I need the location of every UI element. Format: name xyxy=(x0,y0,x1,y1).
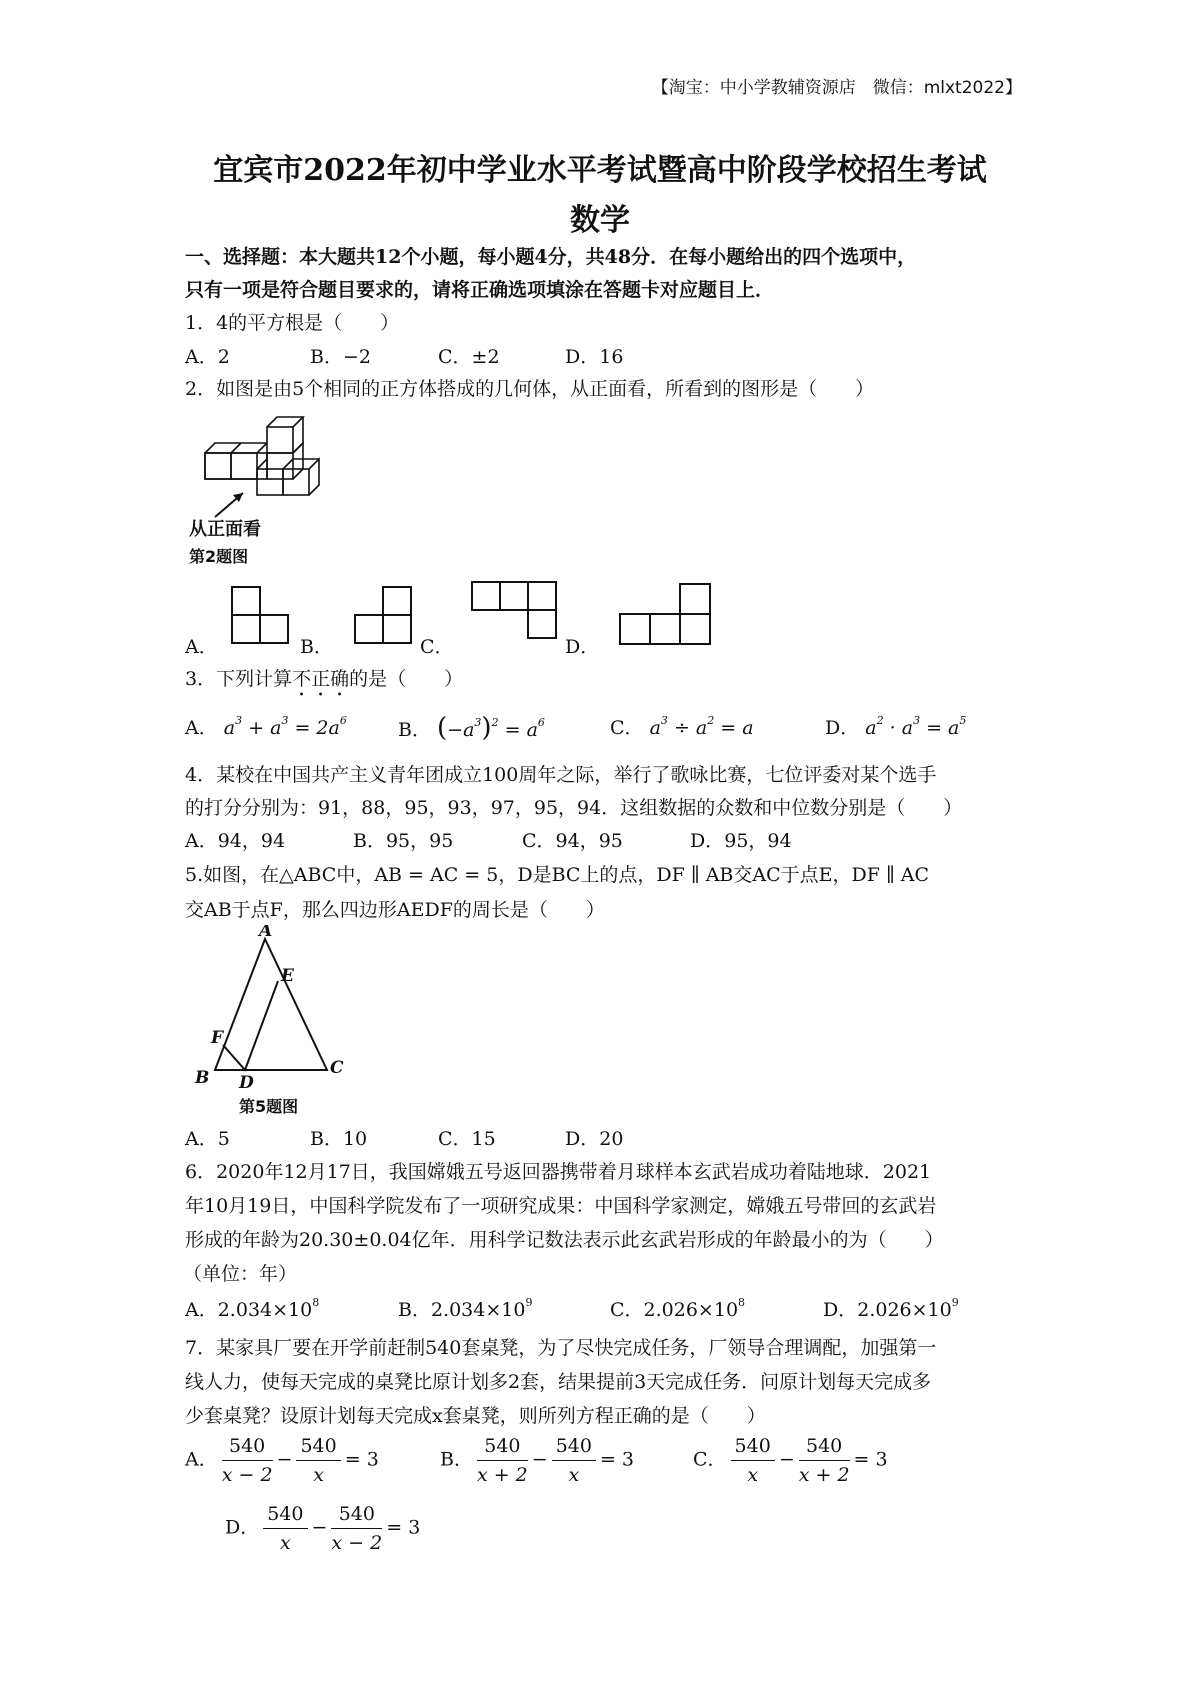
q6-option-a-text: A．2.034×10 xyxy=(185,1299,313,1321)
q3-option-d-expr: $a^2 \cdot a^3 = a^5$ xyxy=(865,714,967,739)
q7-d-frac2-den: x − 2 xyxy=(331,1532,383,1554)
q2-option-a: A． xyxy=(185,636,218,658)
q3-option-b-label: B． xyxy=(398,719,431,741)
q3-stem-post: 的是（ ） xyxy=(349,668,464,690)
subject-title: 数学 xyxy=(570,203,630,238)
q1-stem: 1．4的平方根是（ ） xyxy=(185,312,400,334)
q5-line2: 交AB于点F，那么四边形AEDF的周长是（ ） xyxy=(185,899,605,921)
q5-point-e: E xyxy=(281,966,294,986)
q6-option-c-exp: 8 xyxy=(738,1296,746,1309)
q7-a-frac1 xyxy=(222,1432,273,1489)
section1-line2: 只有一项是符合题目要求的，请将正确选项填涂在答题卡对应题目上． xyxy=(185,279,775,301)
q2-option-c-figure xyxy=(470,580,570,650)
q7-c-eq: = 3 xyxy=(853,1448,888,1471)
q6-option-c xyxy=(610,1295,745,1322)
q4-option-c: C．94，95 xyxy=(522,830,623,852)
q1-option-d: D．16 xyxy=(565,346,624,368)
q7-d-frac1 xyxy=(263,1500,307,1557)
q6-option-a xyxy=(185,1295,319,1322)
q6-option-b xyxy=(398,1295,532,1322)
q7-line2: 线人力，使每天完成的桌凳比原计划多2套，结果提前3天完成任务．问原计划每天完成多 xyxy=(185,1371,932,1393)
q7-a-minus: − xyxy=(276,1448,293,1471)
q7-b-eq: = 3 xyxy=(599,1448,635,1471)
q1-option-a: A．2 xyxy=(185,346,230,368)
q5-option-b: B．10 xyxy=(310,1128,368,1150)
q4-option-a: A．94，94 xyxy=(185,830,286,852)
q3-stem-emphasis: 不正确 xyxy=(292,668,350,690)
q6-option-d-exp: 9 xyxy=(951,1296,959,1309)
q2-option-d: D． xyxy=(565,636,600,658)
q7-c-frac1-den: x xyxy=(747,1464,759,1486)
q7-option-a-label: A． xyxy=(185,1448,218,1471)
q1-option-b: B．−2 xyxy=(310,346,371,368)
q2-option-c: C． xyxy=(420,636,454,658)
q3-option-c-label: C． xyxy=(610,717,644,739)
q7-c-minus: − xyxy=(778,1448,795,1471)
q7-a-eq: = 3 xyxy=(344,1448,379,1471)
q2-figure xyxy=(185,405,335,575)
q7-a-frac1-den: x − 2 xyxy=(221,1464,273,1486)
q7-a-frac2 xyxy=(296,1432,340,1489)
q5-point-b: B xyxy=(195,1068,210,1088)
q3-option-c xyxy=(610,713,754,740)
q7-d-frac2-num: 540 xyxy=(331,1500,382,1529)
section1-line1: 一、选择题：本大题共12个小题，每小题4分，共48分．在每小题给出的四个选项中， xyxy=(185,246,917,268)
q3-option-c-expr: $a^3 \div a^2 = a$ xyxy=(649,714,754,739)
q6-line1: 6．2020年12月17日，我国嫦娥五号返回器携带着月球样本玄武岩成功着陆地球．2021 xyxy=(185,1161,932,1183)
q7-c-frac1 xyxy=(731,1432,775,1489)
q7-option-a xyxy=(185,1432,379,1489)
q7-a-frac1-num: 540 xyxy=(222,1432,273,1461)
q2-fig-label-front: 从正面看 xyxy=(189,519,261,540)
q2-stem: 2．如图是由5个相同的正方体搭成的几何体，从正面看，所看到的图形是（ ） xyxy=(185,378,875,400)
q7-d-frac2 xyxy=(331,1500,382,1557)
q7-line3: 少套桌凳？设原计划每天完成x套桌凳，则所列方程正确的是（ ） xyxy=(185,1405,766,1427)
q6-option-d-text: D．2.026×10 xyxy=(823,1299,952,1321)
q7-b-frac2-den: x xyxy=(568,1464,580,1486)
q6-line4: （单位：年） xyxy=(183,1263,298,1285)
q5-figure xyxy=(185,925,355,1120)
q7-c-frac1-num: 540 xyxy=(731,1432,775,1461)
q5-line1: 5.如图，在△ABC中，AB = AC = 5，D是BC上的点，DF ∥ AB交AC于点E，DF ∥ AC xyxy=(185,864,930,886)
q5-point-f: F xyxy=(211,1028,224,1048)
q6-option-c-text: C．2.026×10 xyxy=(610,1299,739,1321)
q3-option-a-label: A． xyxy=(185,717,218,739)
q4-line1: 4．某校在中国共产主义青年团成立100周年之际，举行了歌咏比赛，七位评委对某个选手 xyxy=(185,764,937,786)
q3-option-b xyxy=(398,713,545,743)
q6-option-a-exp: 8 xyxy=(312,1296,320,1309)
exam-title: 宜宾市2022年初中学业水平考试暨高中阶段学校招生考试 xyxy=(213,153,987,188)
q7-b-frac1 xyxy=(477,1432,528,1489)
q5-option-c: C．15 xyxy=(438,1128,496,1150)
q3-option-a-expr: $a^3 + a^3 = 2a^6$ xyxy=(223,714,347,739)
q5-point-c: C xyxy=(330,1058,344,1078)
q5-point-a: A xyxy=(259,925,273,941)
q3-option-b-expr: $(-a^3)^2 = a^6$ xyxy=(437,713,545,743)
q2-option-b: B． xyxy=(300,636,333,658)
q6-line3: 形成的年龄为20.30±0.04亿年．用科学记数法表示此玄武岩形成的年龄最小的为（ ） xyxy=(185,1229,944,1251)
q7-b-frac1-den: x + 2 xyxy=(476,1464,528,1486)
q3-stem xyxy=(185,664,463,701)
q7-b-frac2-num: 540 xyxy=(552,1432,596,1461)
q7-a-frac2-num: 540 xyxy=(296,1432,340,1461)
q2-option-d-figure xyxy=(618,582,718,652)
q7-a-frac2-den: x xyxy=(313,1464,324,1486)
q6-option-b-text: B．2.034×10 xyxy=(398,1299,526,1321)
q7-c-frac2-num: 540 xyxy=(799,1432,850,1461)
q7-d-minus: − xyxy=(311,1516,328,1539)
q5-option-d: D．20 xyxy=(565,1128,624,1150)
q7-b-frac2 xyxy=(552,1432,596,1489)
q7-d-frac1-den: x xyxy=(280,1532,291,1554)
q2-option-b-figure xyxy=(353,585,423,645)
q7-c-frac2 xyxy=(799,1432,850,1489)
q7-option-c xyxy=(693,1432,888,1489)
q7-d-eq: = 3 xyxy=(386,1516,421,1539)
q3-stem-pre: 3．下列计算 xyxy=(185,668,293,690)
q5-option-a: A．5 xyxy=(185,1128,230,1150)
q7-line1: 7．某家具厂要在开学前赶制540套桌凳，为了尽快完成任务，厂领导合理调配，加强第一 xyxy=(185,1337,937,1359)
q4-option-b: B．95，95 xyxy=(353,830,454,852)
q1-option-c: C．±2 xyxy=(438,346,500,368)
q5-point-d: D xyxy=(239,1073,254,1093)
q7-option-c-label: C． xyxy=(693,1448,727,1471)
q7-option-d-label: D． xyxy=(225,1516,260,1539)
q7-option-d xyxy=(225,1500,420,1557)
q6-line2: 年10月19日，中国科学院发布了一项研究成果：中国科学家测定，嫦娥五号带回的玄武岩 xyxy=(185,1195,937,1217)
q3-option-d xyxy=(825,713,966,740)
q4-option-d: D．95，94 xyxy=(690,830,792,852)
q3-option-d-label: D． xyxy=(825,717,860,739)
q4-line2: 的打分分别为：91，88，95，93，97，95，94．这组数据的众数和中位数分别是（ ） xyxy=(185,797,963,819)
q7-option-b xyxy=(440,1432,634,1489)
q2-fig-label-title: 第2题图 xyxy=(189,547,249,566)
q7-d-frac1-num: 540 xyxy=(263,1500,307,1529)
q6-option-b-exp: 9 xyxy=(525,1296,533,1309)
watermark-header: 【淘宝：中小学教辅资源店 微信：mlxt2022】 xyxy=(651,78,1022,98)
q7-c-frac2-den: x + 2 xyxy=(798,1464,850,1486)
q6-option-d xyxy=(823,1295,959,1322)
q7-option-b-label: B． xyxy=(440,1448,473,1471)
q7-b-frac1-num: 540 xyxy=(477,1432,528,1461)
q3-option-a xyxy=(185,713,347,740)
q5-fig-label: 第5题图 xyxy=(239,1097,299,1116)
q7-b-minus: − xyxy=(531,1448,548,1471)
q2-option-a-figure xyxy=(230,585,300,645)
